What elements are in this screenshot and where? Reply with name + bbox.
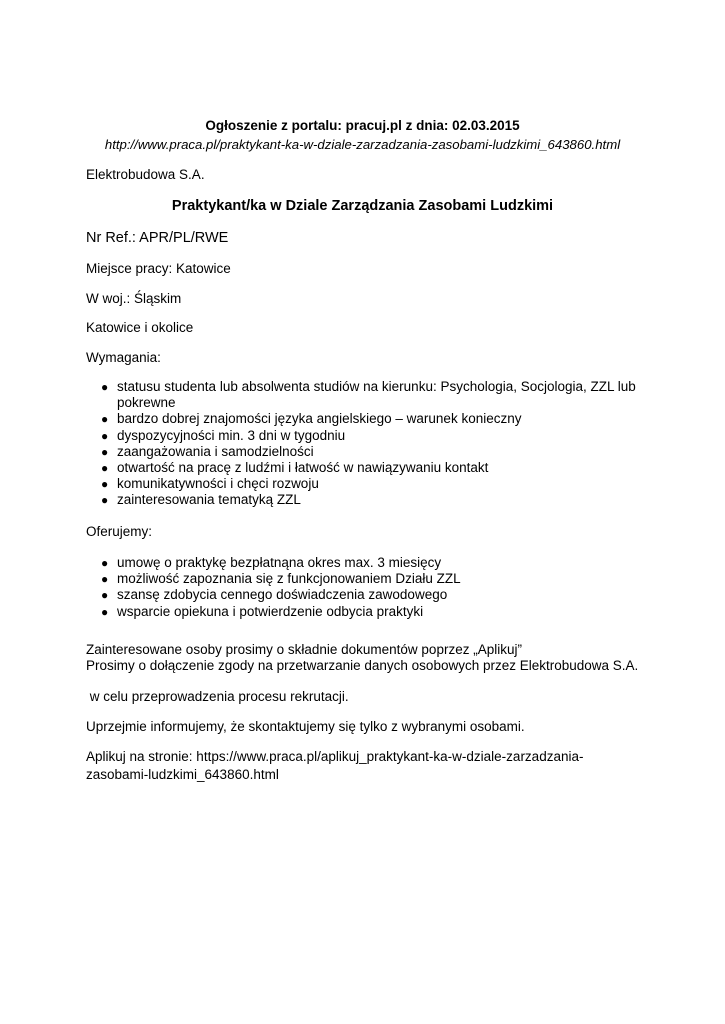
list-item: ● bardzo dobrej znajomości języka angielskiego – warunek konieczny <box>101 411 522 427</box>
bullet-icon: ● <box>101 604 109 619</box>
reference-number: Nr Ref.: APR/PL/RWE <box>86 230 229 246</box>
area: Katowice i okolice <box>86 320 194 335</box>
contact-note: Uprzejmie informujemy, że skontaktujemy się tylko z wybranymi osobami. <box>86 719 525 734</box>
list-item: ● wsparcie opiekuna i potwierdzenie odbycia praktyki <box>101 603 424 619</box>
offer-heading: Oferujemy: <box>86 524 153 539</box>
consent-note: Prosimy o dołączenie zgody na przetwarzanie danych osobowych przez Elektrobudowa S.A. <box>86 658 639 673</box>
list-item: ● zainteresowania tematyką ZZL <box>101 492 301 508</box>
apply-instructions: Zainteresowane osoby prosimy o składnie dokumentów poprzez „Aplikuj” <box>86 642 522 657</box>
bullet-icon: ● <box>101 477 109 492</box>
company-name: Elektrobudowa S.A. <box>86 167 205 182</box>
bullet-icon: ● <box>101 412 109 427</box>
bullet-icon: ● <box>101 444 109 459</box>
bullet-icon: ● <box>101 428 109 443</box>
list-item: ● statusu studenta lub absolwenta studiów na kierunku: Psychologia, Socjologia, ZZL lub pokrewne <box>101 379 636 411</box>
requirements-list <box>86 379 646 509</box>
recruitment-note: w celu przeprowadzenia procesu rekrutacji. <box>86 689 349 704</box>
bullet-icon: ● <box>101 556 109 570</box>
bullet-icon: ● <box>101 493 109 508</box>
source-url: http://www.praca.pl/praktykant-ka-w-dziale-zarzadzania-zasobami-ludzkimi_643860.html <box>104 137 621 152</box>
bullet-icon: ● <box>101 461 109 476</box>
work-location: Miejsce pracy: Katowice <box>86 261 231 276</box>
bullet-icon: ● <box>101 572 109 587</box>
bullet-icon: ● <box>101 380 109 394</box>
list-item: ● otwartość na pracę z ludźmi i łatwość w nawiązywaniu kontakt <box>101 460 489 476</box>
job-title: Praktykant/ka w Dziale Zarządzania Zasobami Ludzkimi <box>171 198 554 214</box>
voivodeship: W woj.: Śląskim <box>86 291 182 306</box>
list-item: ● możliwość zapoznania się z funkcjonowaniem Działu ZZL <box>101 571 461 587</box>
list-item: ● umowę o praktykę bezpłatnąna okres max. 3 miesięcy <box>101 555 442 570</box>
requirements-heading: Wymagania: <box>86 350 161 365</box>
offer-list <box>86 555 646 620</box>
list-item: ● komunikatywności i chęci rozwoju <box>101 476 319 492</box>
list-item: ● dyspozycyjności min. 3 dni w tygodniu <box>101 427 346 443</box>
header-title: Ogłoszenie z portalu: pracuj.pl z dnia: 02.03.2015 <box>205 118 520 133</box>
apply-link[interactable]: Aplikuj na stronie: https://www.praca.pl/aplikuj_praktykant-ka-w-dziale-zarzadzania-zasobami-ludzkimi_643860.html <box>86 749 584 782</box>
list-item: ● zaangażowania i samodzielności <box>101 443 314 459</box>
list-item: ● szansę zdobycia cennego doświadczenia zawodowego <box>101 587 448 603</box>
bullet-icon: ● <box>101 588 109 603</box>
